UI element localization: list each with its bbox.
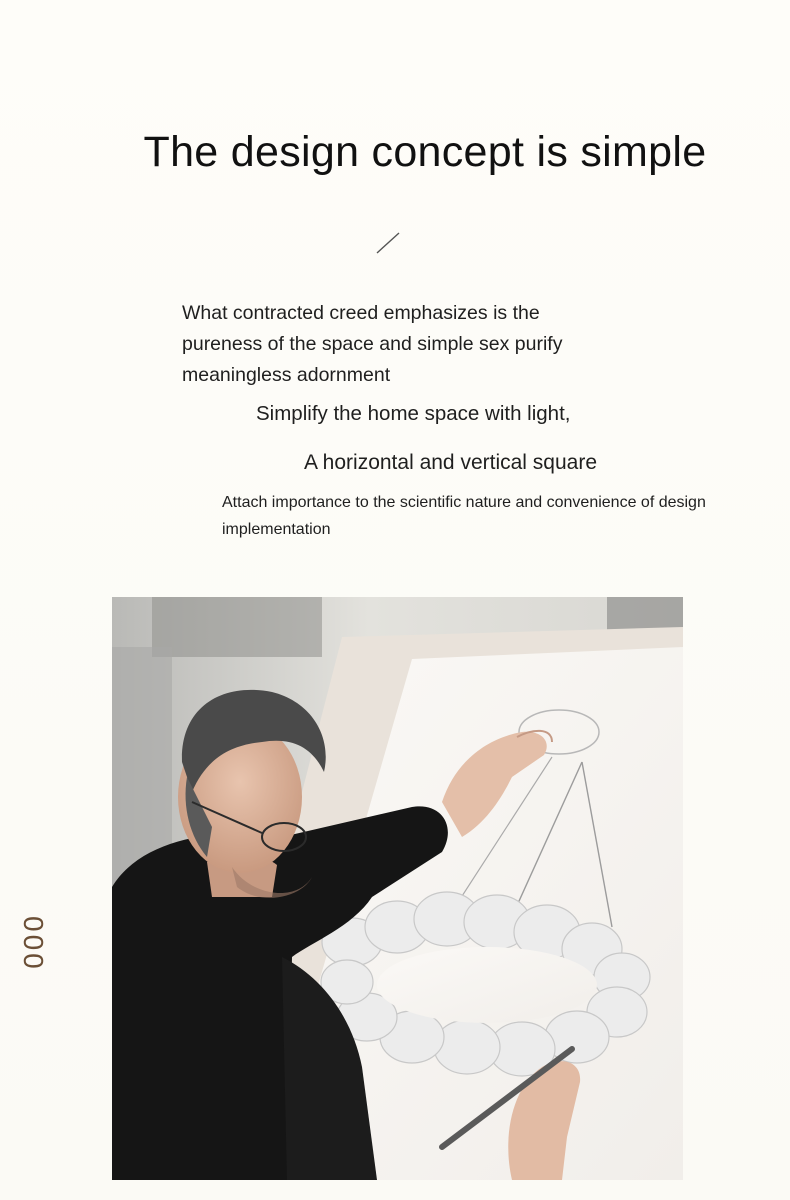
intro-paragraph: What contracted creed emphasizes is the pureness of the space and simple sex purify meaningless adornment: [182, 302, 563, 386]
concept-paragraph-implementation: Attach importance to the scientific nature and convenience of design implementation: [222, 494, 706, 538]
slash-divider-icon: [374, 230, 402, 256]
designer-photo-illustration: [112, 597, 683, 1180]
side-number-label: 000: [18, 916, 49, 972]
page-title: The design concept is simple: [143, 128, 707, 176]
concept-line-square: A horizontal and vertical square: [304, 451, 598, 474]
designer-sketching-photo: [112, 597, 683, 1180]
concept-line-light: Simplify the home space with light,: [256, 402, 571, 425]
